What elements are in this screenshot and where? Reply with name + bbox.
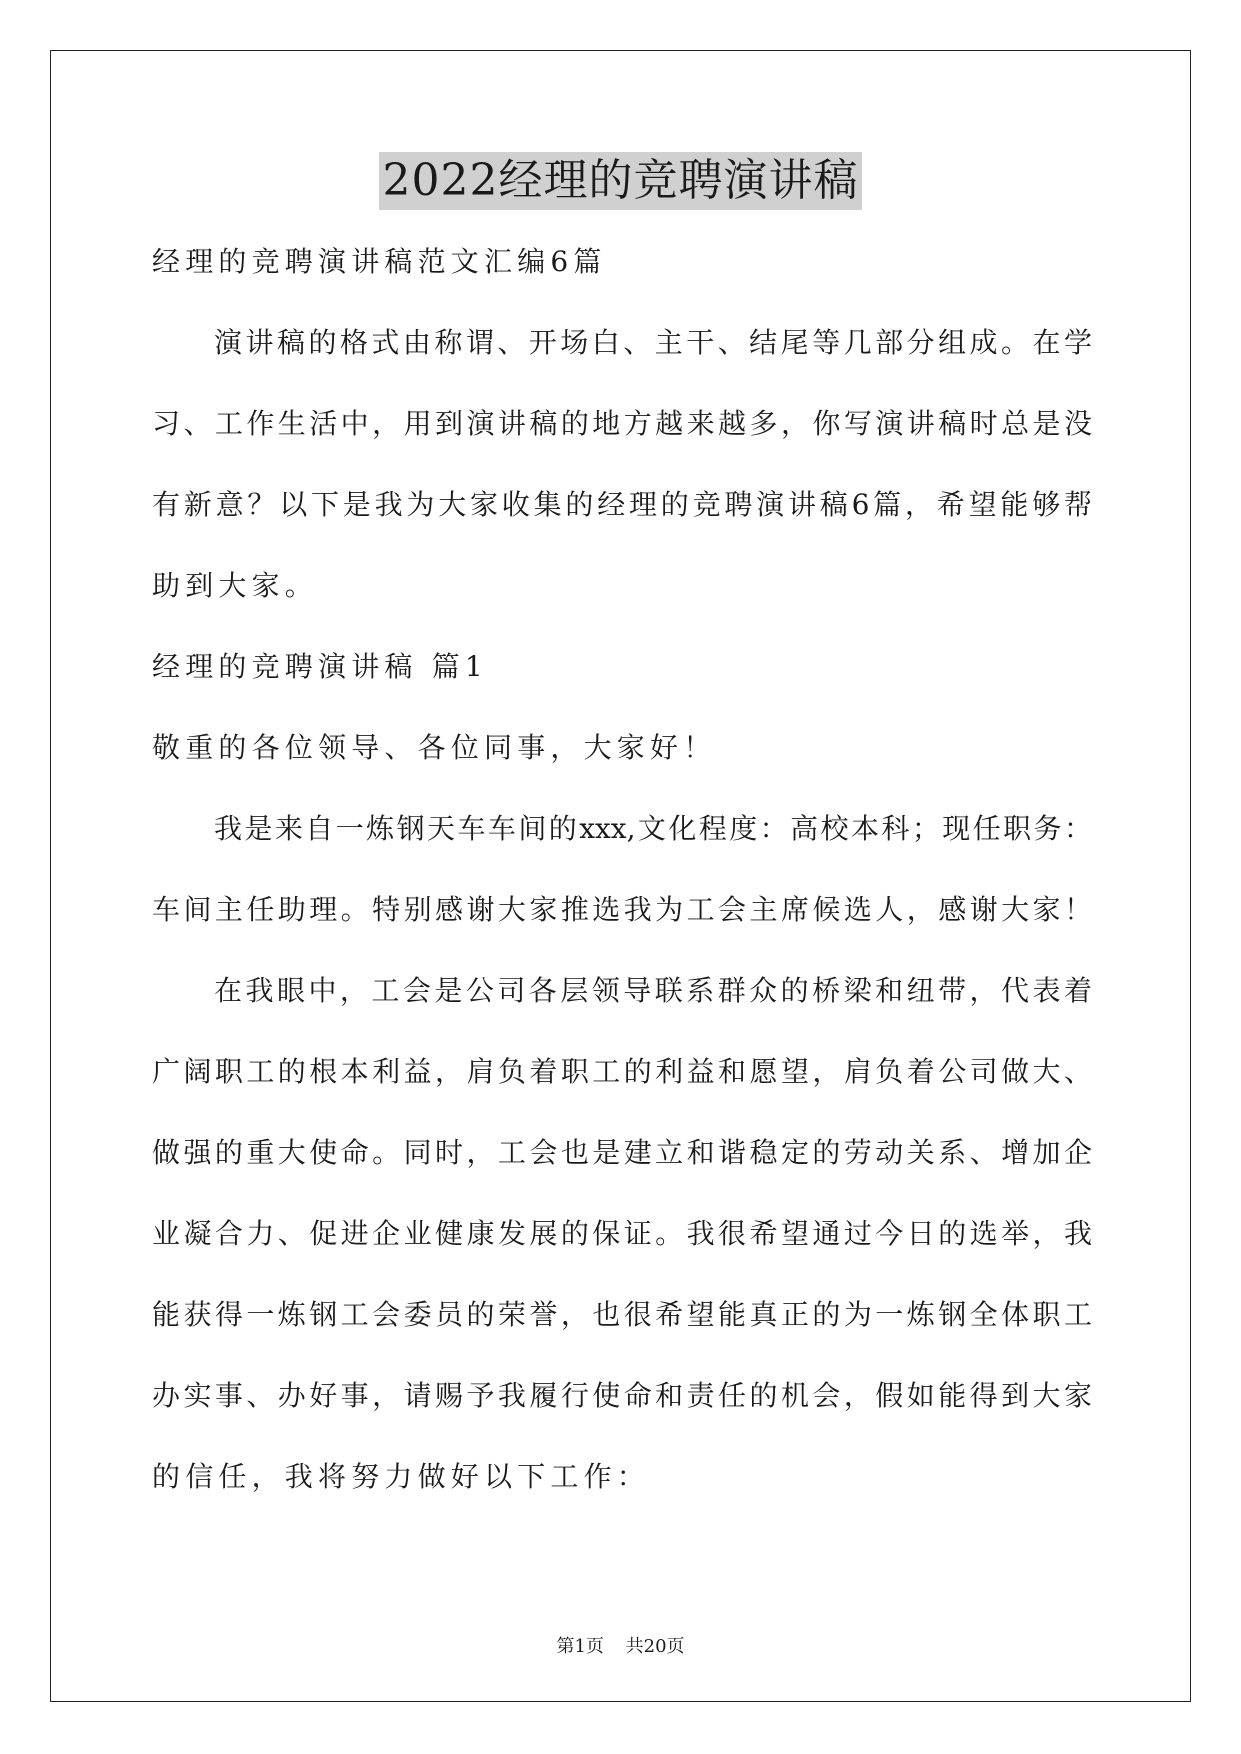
section-heading: 经理的竞聘演讲稿 篇1 (152, 650, 488, 683)
greeting-line: 敬重的各位领导、各位同事，大家好！ (152, 731, 717, 764)
paragraph-line: 有新意？以下是我为大家收集的经理的竞聘演讲稿6篇，希望能够帮 (152, 488, 1092, 521)
paragraph-line: 广阔职工的根本利益，肩负着职工的利益和愿望，肩负着公司做大、 (152, 1055, 1092, 1088)
page-footer (0, 1632, 1241, 1658)
paragraph-line: 的信任，我将努力做好以下工作： (152, 1460, 651, 1493)
paragraph-line: 在我眼中，工会是公司各层领导联系群众的桥梁和纽带，代表着 (214, 974, 1092, 1007)
paragraph-line: 能获得一炼钢工会委员的荣誉，也很希望能真正的为一炼钢全体职工 (152, 1298, 1092, 1331)
paragraph-line: 做强的重大使命。同时，工会也是建立和谐稳定的劳动关系、增加企 (152, 1136, 1092, 1169)
page-total: 共20页 (625, 1636, 685, 1657)
paragraph-line: 车间主任助理。特别感谢大家推选我为工会主席候选人，感谢大家！ (152, 893, 1092, 926)
paragraph-line: 演讲稿的格式由称谓、开场白、主干、结尾等几部分组成。在学 (214, 326, 1092, 359)
page-number: 第1页 (556, 1636, 604, 1657)
subtitle-line: 经理的竞聘演讲稿范文汇编6篇 (152, 245, 607, 278)
document-title: 2022经理的竞聘演讲稿 (379, 152, 863, 210)
title-area (0, 152, 1241, 210)
paragraph-line: 业凝合力、促进企业健康发展的保证。我很希望通过今日的选举，我 (152, 1217, 1092, 1250)
paragraph-line: 助到大家。 (152, 569, 319, 602)
document-body (152, 235, 1092, 1531)
paragraph-line: 办实事、办好事，请赐予我履行使命和责任的机会，假如能得到大家 (152, 1379, 1092, 1412)
paragraph-line: 我是来自一炼钢天车车间的xxx,文化程度：高校本科；现任职务： (214, 812, 1092, 845)
paragraph-line: 习、工作生活中，用到演讲稿的地方越来越多，你写演讲稿时总是没 (152, 407, 1092, 440)
